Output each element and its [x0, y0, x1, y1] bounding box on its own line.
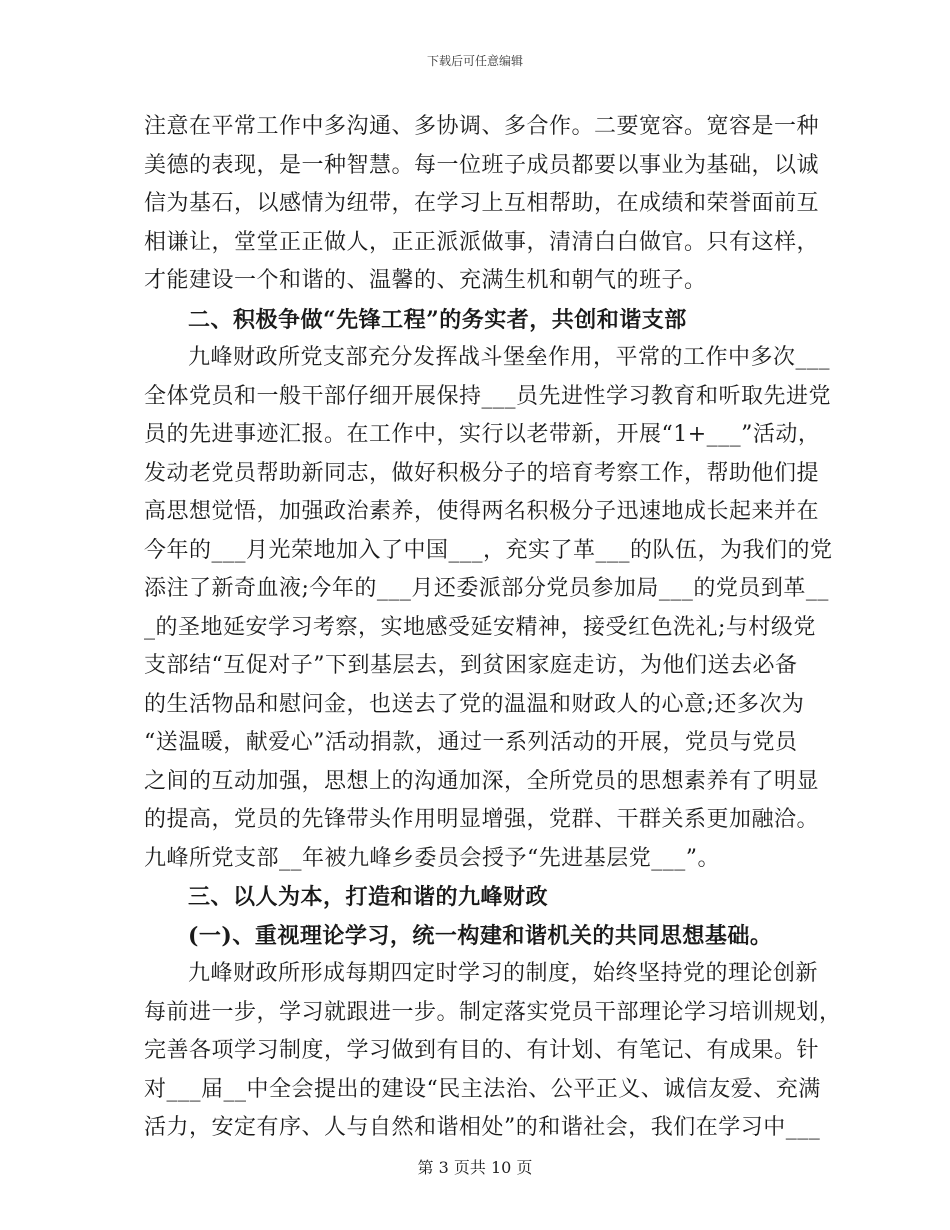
text-line: 九峰财政所形成每期四定时学习的制度，始终坚持党的理论创新 — [188, 961, 819, 986]
text-line: 活力，安定有序、人与自然和谐相处”的和谐社会，我们在学习中___ — [144, 1115, 821, 1140]
section-heading-line: 三、以人为本，打造和谐的九峰财政 — [188, 884, 549, 910]
text-line: 完善各项学习制度，学习做到有目的、有计划、有笔记、有成果。针 — [144, 1038, 820, 1063]
text-line: 发动老党员帮助新同志，做好积极分子的培育考察工作，帮助他们提 — [144, 460, 820, 486]
text-line: 信为基石，以感情为纽带，在学习上互相帮助，在成绩和荣誉面前互 — [144, 191, 820, 216]
text-line: 全体党员和一般干部仔细开展保持___员先进性学习教育和听取先进党 — [144, 383, 832, 409]
page-number: 第 3 页共 10 页 — [417, 1158, 533, 1177]
text-line: 的提高，党员的先锋带头作用明显增强，党群、干群关系更加融洽。 — [144, 807, 820, 832]
text-line: 注意在平常工作中多沟通、多协调、多合作。二要宽容。宽容是一种 — [144, 114, 820, 139]
text-line: 对___届__中全会提出的建设“民主法治、公平正义、诚信友爱、充满 — [144, 1076, 821, 1102]
page-header-note: 下载后可任意编辑 — [426, 54, 523, 68]
section-heading-line: 二、积极争做“先锋工程”的务实者，共创和谐支部 — [188, 306, 687, 333]
text-line: _的圣地延安学习考察，实地感受延安精神，接受红色洗礼;与村级党 — [144, 614, 816, 640]
text-line: 美德的表现，是一种智慧。每一位班子成员都要以事业为基础，以诚 — [144, 152, 820, 178]
text-line: 九峰所党支部__年被九峰乡委员会授予“先进基层党___”。 — [144, 845, 720, 871]
document-body — [144, 108, 842, 1148]
text-line: 才能建设一个和谐的、温馨的、充满生机和朝气的班子。 — [144, 268, 707, 293]
text-line: “送温暖，献爱心”活动捐款，通过一系列活动的开展，党员与党员 — [144, 730, 798, 755]
text-line: 今年的___月光荣地加入了中国___，充实了革___的队伍，为我们的党 — [144, 537, 833, 563]
text-line: 员的先进事迹汇报。在工作中，实行以老带新，开展“1+___”活动， — [144, 422, 821, 447]
text-line: 高思想觉悟，加强政治素养，使得两名积极分子迅速地成长起来并在 — [144, 499, 820, 524]
text-line: 之间的互动加强，思想上的沟通加深，全所党员的思想素养有了明显 — [144, 768, 820, 794]
text-line: 相谦让，堂堂正正做人，正正派派做事，清清白白做官。只有这样， — [144, 229, 820, 255]
section-heading-line: (一)、重视理论学习，统一构建和谐机关的共同思想基础。 — [188, 922, 773, 949]
text-line: 每前进一步，学习就跟进一步。制定落实党员干部理论学习培训规划， — [144, 999, 842, 1025]
text-line: 九峰财政所党支部充分发挥战斗堡垒作用，平常的工作中多次___ — [188, 345, 831, 370]
text-line: 添注了新奇血液;今年的___月还委派部分党员参加局___的党员到革__ — [144, 576, 829, 601]
text-line: 的生活物品和慰问金，也送去了党的温温和财政人的心意;还多次为 — [144, 691, 805, 717]
text-line: 支部结“互促对子”下到基层去，到贫困家庭走访，为他们送去必备 — [144, 653, 798, 678]
